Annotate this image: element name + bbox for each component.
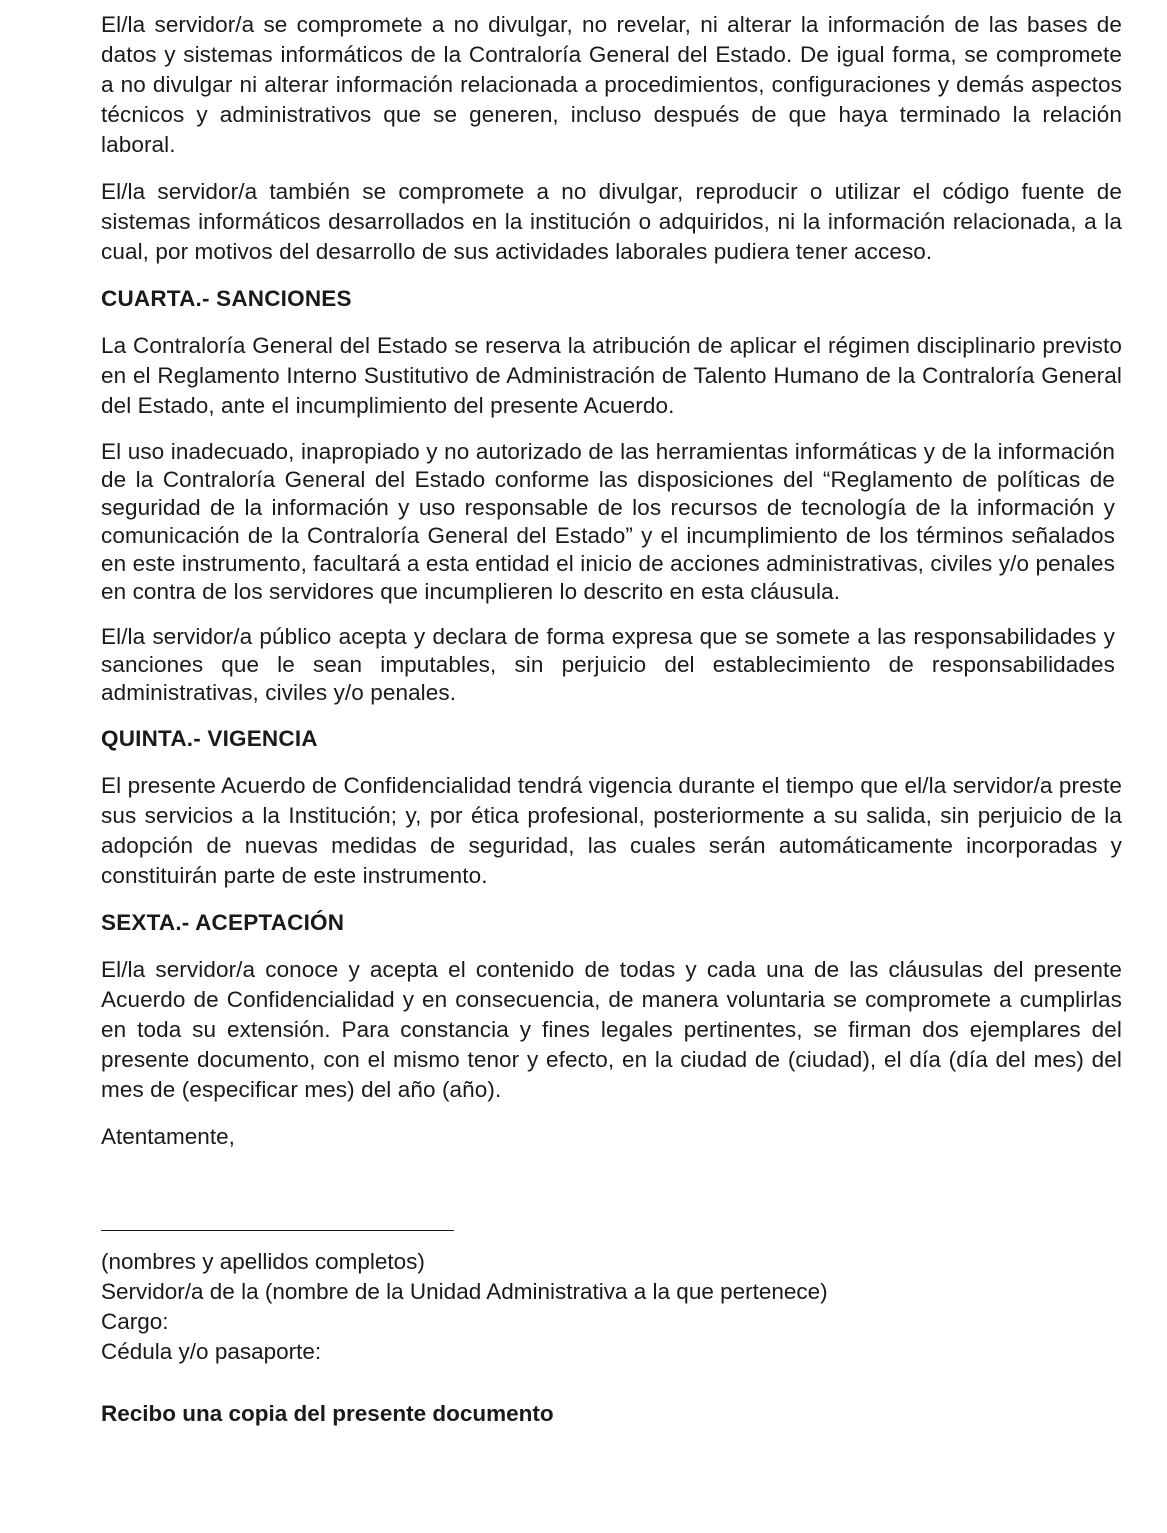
paragraph-sexta-1: El/la servidor/a conoce y acepta el contenido de todas y cada una de las cláusulas del presente Acuerdo de Confidencialidad y en consecuencia, de manera voluntaria se compromete a cumplirlas en toda su extensión. Para constancia y fines legales pertinentes, se firman dos ejemplares del presente documento, con el mismo tenor y efecto, en la ciudad de (ciudad), el día (día del mes) del mes de (especificar mes) del año (año). [101, 957, 1122, 1102]
signature-unit: Servidor/a de la (nombre de la Unidad Administrativa a la que pertenece) [101, 1279, 828, 1304]
paragraph-source-code: El/la servidor/a también se compromete a no divulgar, reproducir o utilizar el código fuente de sistemas informáticos desarrollados en la institución o adquiridos, ni la información relacionada, a la cual, por motivos del desarrollo de sus actividades laborales pudiera tener acceso. [101, 179, 1122, 264]
receipt-text: Recibo una copia del presente documento [101, 1401, 554, 1426]
closing-text: Atentamente, [101, 1124, 235, 1149]
document-page [101, 10, 1122, 1429]
signature-position: Cargo: [101, 1309, 169, 1334]
signature-block [101, 1247, 1122, 1367]
heading-cuarta: CUARTA.- SANCIONES [101, 286, 352, 311]
signature-name: (nombres y apellidos completos) [101, 1249, 425, 1274]
signature-line [101, 1230, 454, 1231]
paragraph-confidentiality: El/la servidor/a se compromete a no divulgar, no revelar, ni alterar la información de las bases de datos y sistemas informáticos de la Contraloría General del Estado. De igual forma, se compromete a no divulgar ni alterar información relacionada a procedimientos, configuraciones y demás aspectos técnicos y administrativos que se generen, incluso después de que haya terminado la relación laboral. [101, 12, 1122, 157]
heading-sexta: SEXTA.- ACEPTACIÓN [101, 910, 345, 935]
paragraph-cuarta-1: La Contraloría General del Estado se reserva la atribución de aplicar el régimen disciplinario previsto en el Reglamento Interno Sustitutivo de Administración de Talento Humano de la Contraloría General del Estado, ante el incumplimiento del presente Acuerdo. [101, 333, 1122, 418]
paragraph-quinta-1: El presente Acuerdo de Confidencialidad tendrá vigencia durante el tiempo que el/la servidor/a preste sus servicios a la Institución; y, por ética profesional, posteriormente a su salida, sin perjuicio de la adopción de nuevas medidas de seguridad, las cuales serán automáticamente incorporadas y constituirán parte de este instrumento. [101, 773, 1122, 888]
heading-quinta: QUINTA.- VIGENCIA [101, 726, 318, 751]
paragraph-cuarta-2: El uso inadecuado, inapropiado y no autorizado de las herramientas informáticas y de la información de la Contraloría General del Estado conforme las disposiciones del “Reglamento de políticas de seguridad de la información y uso responsable de los recursos de tecnología de la información y comunicación de la Contraloría General del Estado” y el incumplimiento de los términos señalados en este instrumento, facultará a esta entidad el inicio de acciones administrativas, civiles y/o penales en contra de los servidores que incumplieren lo descrito en esta cláusula. [101, 439, 1115, 604]
paragraph-cuarta-3: El/la servidor/a público acepta y declara de forma expresa que se somete a las responsabilidades y sanciones que le sean imputables, sin perjuicio del establecimiento de responsabilidades administrativas, civiles y/o penales. [101, 624, 1115, 705]
signature-id: Cédula y/o pasaporte: [101, 1339, 322, 1364]
